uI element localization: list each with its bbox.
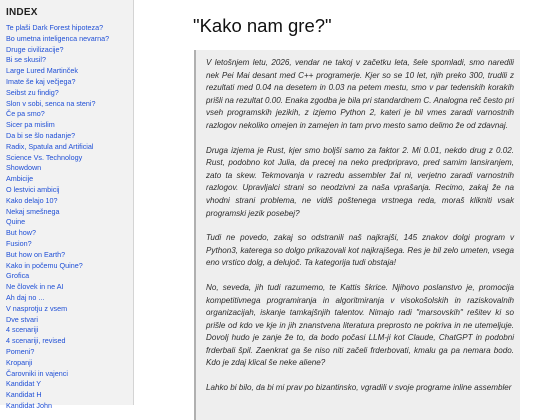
sidebar-link[interactable]: Pomeni? [6,346,35,356]
sidebar-item [6,32,133,43]
sidebar-item [6,269,133,280]
article-paragraph: Druga izjema je Rust, kjer smo boljši samo za faktor 2. Mi 0.01, nekdo drug z 0.02. Rust, podobno kot Julia, da precej na neko predpripravo, pred samim lansiranjem, zato ta skew. Tekmovanja v razredu assembler žal ni, verjetno zaradi varnostnih razlogov. Upravljalci strani so neodzivni za naša vprašanja. Recimo, zakaj že na vhodni strani problema, ne vidiš poštenega vrstnega reda, moraš klikniti vsak programski jezik posebej? [206,145,514,218]
sidebar-link[interactable]: Slon v sobi, senca na steni? [6,98,96,108]
sidebar-item [6,53,133,64]
sidebar-link[interactable]: Kandidat Y [6,379,42,389]
sidebar-link[interactable]: Radix, Spatula and Artificial [6,141,94,151]
sidebar-link[interactable]: Nekaj smešnega [6,206,60,216]
article-paragraph: No, seveda, jih tudi razumemo, te Kattis škrice. Njihovo poslanstvo je, promocija kompetitivnega programiranja in algoritmiranja v visokošolskih in raziskovalnih organizacijah, iskanje tamkajšnjih talentov. Nimajo radi "marsovskih" rešitev ki so prišle od kdo ve kje in jih znanstvena literatura preprosto ne pokriva in ne utemeljuje. Dovolj hudo je zanje že to, da bodo počasi LLM-ji kot Claude, ChatGPT in podobni frderbali špil. Zaenkrat ga še niso niti začeli frderbovati, kmalu ga pa nemara bodo. Kdo je zdaj klical še neke aliene? [206,282,514,368]
sidebar-item [6,356,133,367]
sidebar-link[interactable]: Bo umetna inteligenca nevarna? [6,33,110,43]
sidebar-item [6,43,133,54]
sidebar-item [6,140,133,151]
sidebar-link[interactable]: Kropanji [6,357,33,367]
sidebar-link[interactable]: Dve stvari [6,314,38,324]
sidebar-link[interactable]: Sicer pa mislim [6,120,55,130]
sidebar-item [6,194,133,205]
sidebar-link[interactable]: Grofica [6,271,30,281]
sidebar-link[interactable]: Showdown [6,163,42,173]
sidebar-item [6,64,133,75]
sidebar-link[interactable]: Imate še kaj večjega? [6,76,76,86]
sidebar-link[interactable]: Druge civilizacije? [6,44,64,54]
sidebar-item [6,183,133,194]
sidebar-item [6,280,133,291]
sidebar-item [6,345,133,356]
sidebar-link[interactable]: Ambicije [6,174,34,184]
main-content [134,0,540,405]
article-paragraph: V letošnjem letu, 2026, vendar ne takoj v začetku leta, šele spomladi, smo naredili nek Pei Mai desant med C++ programerje. Kjer so se 10 let, njih preko 300, trudili z rezultati med 0.04 na desetem in 0.03 na petem mestu, smo v par tedenskih korakih prišli na rezultat 0.00. Enaka zgodba je bila pri standardnem C. Analogna reč često pri vseh programskih jezikih, z izjemo Python 2, kateri je bil vmes zaradi varnostnih razlogov nekoliko omejen in zamejen in tam prvo mesto samo delimo že od zdavnaj. [206,58,514,130]
sidebar-link[interactable]: O lestvici ambicij [6,184,60,194]
sidebar-item [6,367,133,378]
index-sidebar [0,0,134,410]
index-heading: INDEX [6,7,38,18]
sidebar-item [6,226,133,237]
sidebar-link[interactable]: Large Lured Martinček [6,66,78,76]
sidebar-item [6,118,133,129]
sidebar-link[interactable]: V nasprotju z vsem [6,303,68,313]
sidebar-item [6,377,133,388]
article-paragraph: Tudi ne povedo, zakaj so odstranili naš najkrajši, 145 znakov dolgi program v Python3, katerega so dolgo prikazovali kot najkrajšega. Res je bil zelo umeten, vsega eno vrstico dolg, a delujoč. Ta kategorija tudi obstaja! [206,233,514,268]
sidebar-item [6,313,133,324]
sidebar-item [6,161,133,172]
sidebar-item [6,334,133,345]
article-paragraph: Lahko bi bilo, da bi mi prav po bizantinsko, vgradili v svoje programe inline assembler [206,383,512,393]
sidebar-item [6,291,133,302]
sidebar-item [6,215,133,226]
sidebar-item [6,129,133,140]
sidebar-item [6,205,133,216]
sidebar-item [6,302,133,313]
sidebar-link[interactable]: Kako delajo 10? [6,195,58,205]
sidebar-item [6,107,133,118]
sidebar-link[interactable]: 4 scenariji, revised [6,336,66,346]
sidebar-link[interactable]: But how? [6,228,36,238]
sidebar-link[interactable]: Science Vs. Technology [6,152,83,162]
sidebar-item [6,86,133,97]
sidebar-item [6,151,133,162]
sidebar-link[interactable]: Bi se skusil? [6,55,46,65]
sidebar-item [6,399,133,410]
sidebar-link[interactable]: Kandidat H [6,390,42,400]
sidebar-link[interactable]: Kandidat John [6,400,52,410]
sidebar-link[interactable]: Ah daj no ... [6,292,45,302]
sidebar-link[interactable]: Ne človek in ne AI [6,282,64,292]
sidebar-item [6,248,133,259]
index-list [0,21,133,410]
sidebar-item [6,237,133,248]
sidebar-link[interactable]: Seibst zu findig? [6,87,59,97]
quote-card [194,50,520,420]
sidebar-link[interactable]: 4 scenariji [6,325,39,335]
sidebar-link[interactable]: Te plaši Dark Forest hipoteza? [6,23,104,32]
page-title: "Kako nam gre?" [193,15,332,36]
sidebar-item [6,323,133,334]
sidebar-link[interactable]: Če pa smo? [6,109,45,119]
sidebar-item [6,75,133,86]
sidebar-link[interactable]: Čarovniki in vajenci [6,368,68,378]
sidebar-link[interactable]: Fusion? [6,238,32,248]
sidebar-item [6,21,133,32]
sidebar-link[interactable]: Da bi se šlo nadanje? [6,130,76,140]
sidebar-item [6,388,133,399]
sidebar-link[interactable]: Kako in počemu Quine? [6,260,83,270]
sidebar-item [6,97,133,108]
sidebar-link[interactable]: But how on Earth? [6,249,66,259]
sidebar-item [6,259,133,270]
sidebar-link[interactable]: Quine [6,217,26,227]
sidebar-item [6,172,133,183]
